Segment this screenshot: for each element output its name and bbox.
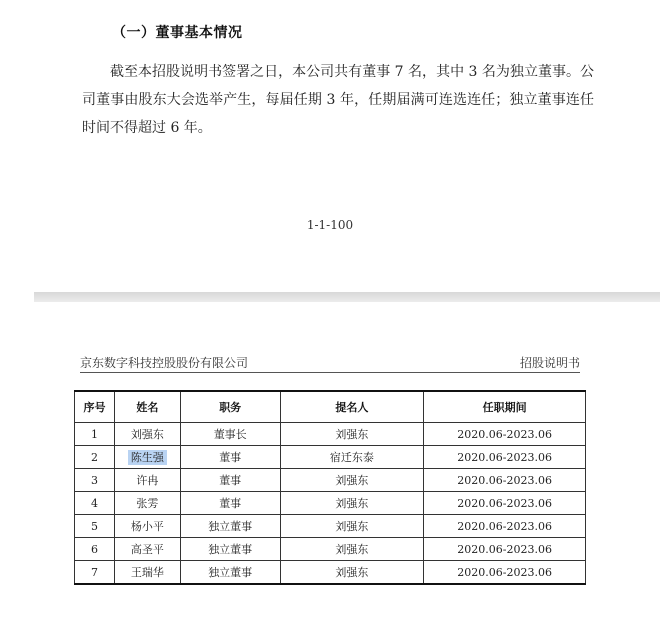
cell-position: 独立董事 — [180, 538, 280, 561]
cell-term: 2020.06-2023.06 — [424, 469, 586, 492]
table-row — [75, 492, 586, 515]
table-header-row — [75, 391, 586, 423]
cell-term: 2020.06-2023.06 — [424, 561, 586, 585]
selected-text-highlight[interactable]: 陈生强 — [128, 450, 167, 465]
header-company-name: 京东数字科技控股股份有限公司 — [80, 356, 249, 370]
cell-name: 高圣平 — [114, 538, 180, 561]
cell-term: 2020.06-2023.06 — [424, 492, 586, 515]
page-number: 1-1-100 — [306, 218, 354, 232]
table-row — [75, 446, 586, 469]
column-header-term: 任职期间 — [424, 391, 586, 423]
cell-index: 4 — [75, 492, 115, 515]
column-header-position: 职务 — [180, 391, 280, 423]
column-header-nominator: 提名人 — [280, 391, 424, 423]
header-document-type: 招股说明书 — [519, 356, 580, 370]
cell-nominator: 刘强东 — [280, 469, 424, 492]
body-paragraph: 截至本招股说明书签署之日，本公司共有董事 7 名，其中 3 名为独立董事。公司董事由股东大会选举产生，每届任期 3 年，任期届满可连选连任；独立董事连任时间不得超过 6 年。 — [82, 64, 594, 136]
cell-index: 5 — [75, 515, 115, 538]
running-header — [80, 354, 580, 373]
column-header-name: 姓名 — [114, 391, 180, 423]
cell-position: 董事长 — [180, 423, 280, 446]
cell-term: 2020.06-2023.06 — [424, 538, 586, 561]
cell-term: 2020.06-2023.06 — [424, 515, 586, 538]
cell-nominator: 刘强东 — [280, 538, 424, 561]
cell-nominator: 刘强东 — [280, 561, 424, 585]
cell-position: 董事 — [180, 446, 280, 469]
cell-position: 独立董事 — [180, 561, 280, 585]
table-row — [75, 538, 586, 561]
table-row — [75, 423, 586, 446]
cell-name: 刘强东 — [114, 423, 180, 446]
cell-nominator: 宿迁东泰 — [280, 446, 424, 469]
cell-position: 董事 — [180, 492, 280, 515]
cell-nominator: 刘强东 — [280, 423, 424, 446]
cell-term: 2020.06-2023.06 — [424, 423, 586, 446]
cell-index: 3 — [75, 469, 115, 492]
cell-nominator: 刘强东 — [280, 515, 424, 538]
cell-index: 6 — [75, 538, 115, 561]
cell-name: 杨小平 — [114, 515, 180, 538]
column-header-index: 序号 — [75, 391, 115, 423]
cell-index: 1 — [75, 423, 115, 446]
cell-index: 2 — [75, 446, 115, 469]
cell-name — [114, 446, 180, 469]
cell-nominator: 刘强东 — [280, 492, 424, 515]
page-separator — [34, 292, 660, 302]
cell-name: 许冉 — [114, 469, 180, 492]
cell-name: 王瑞华 — [114, 561, 180, 585]
cell-position: 董事 — [180, 469, 280, 492]
section-heading: （一）董事基本情况 — [112, 25, 243, 41]
cell-position: 独立董事 — [180, 515, 280, 538]
document-page-top — [0, 0, 660, 290]
directors-table — [74, 390, 586, 585]
table-row — [75, 515, 586, 538]
cell-name: 张雱 — [114, 492, 180, 515]
table-row — [75, 561, 586, 585]
table-row — [75, 469, 586, 492]
cell-index: 7 — [75, 561, 115, 585]
cell-term: 2020.06-2023.06 — [424, 446, 586, 469]
